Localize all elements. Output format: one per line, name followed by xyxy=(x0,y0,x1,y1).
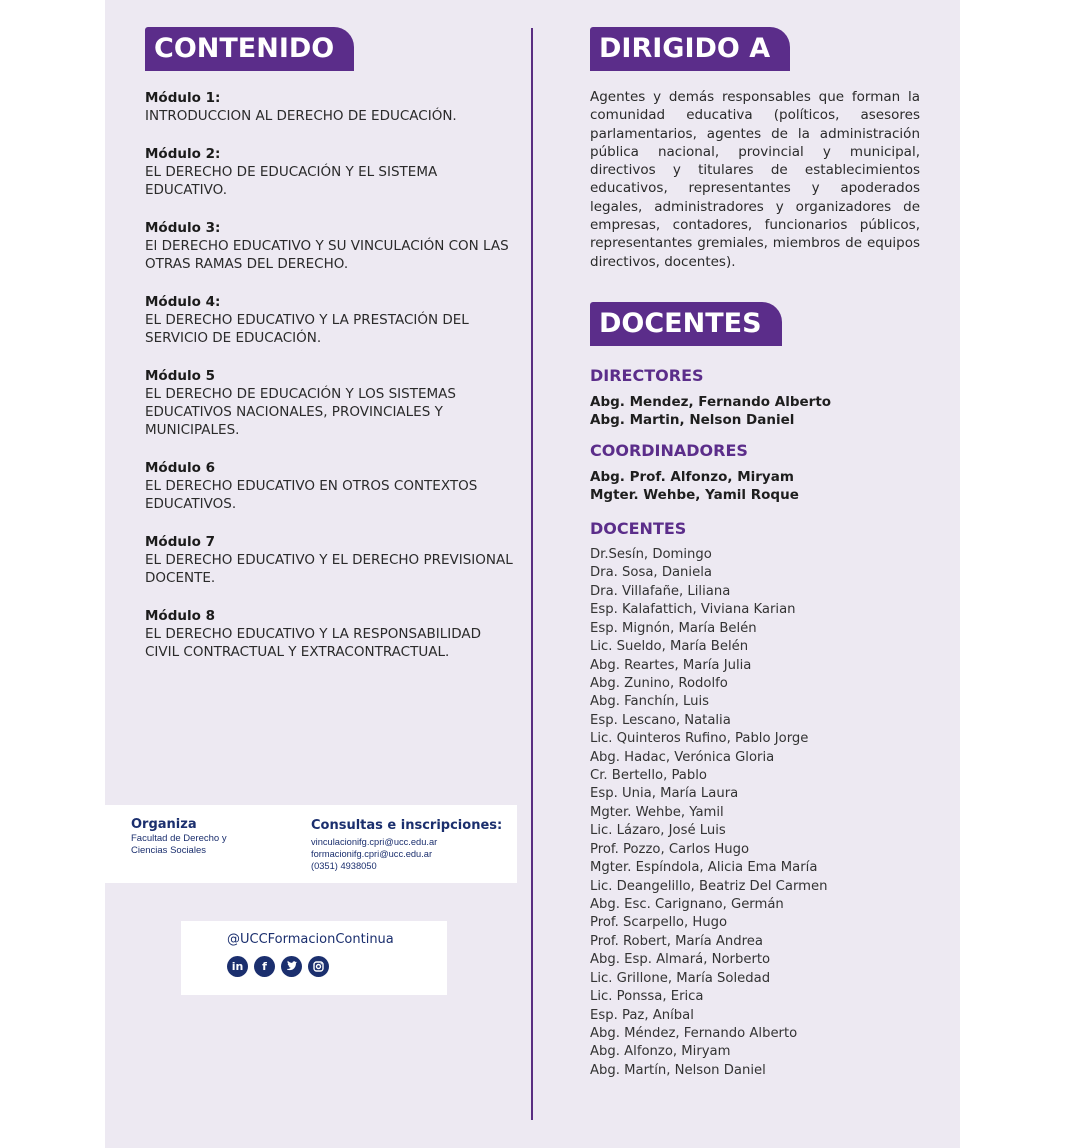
docente-name: Abg. Zunino, Rodolfo xyxy=(590,675,728,691)
module-description: EL DERECHO EDUCATIVO EN OTROS CONTEXTOS EDUCATIVOS. xyxy=(145,478,478,512)
dirigido-header: DIRIGIDO A xyxy=(590,27,790,71)
instagram-icon[interactable] xyxy=(308,956,329,977)
module-item xyxy=(145,608,515,661)
module-title: Módulo 3: xyxy=(145,220,221,236)
dirigido-description: Agentes y demás responsables que forman la comunidad educativa (políticos, asesores parlamentarios, agentes de la administración pública nacional, provincial y municipal, directivos y titulares de establecimientos educativos, representantes y apoderados legales, administradores y organizadores de empresas, contadores, funcionarios públicos, representantes gremiales, miembros de equipos directivos, docentes). xyxy=(590,89,920,270)
module-title: Módulo 6 xyxy=(145,460,215,476)
docente-name: Cr. Bertello, Pablo xyxy=(590,768,707,784)
organiza-line-1: Facultad de Derecho y xyxy=(131,833,227,844)
email-link-2[interactable]: formacionifg.cpri@ucc.edu.ar xyxy=(311,849,433,859)
module-title: Módulo 8 xyxy=(145,608,215,624)
contenido-header: CONTENIDO xyxy=(145,27,354,71)
director-name: Abg. Martin, Nelson Daniel xyxy=(590,412,795,429)
docente-name: Prof. Scarpello, Hugo xyxy=(590,915,728,931)
directores-list xyxy=(590,393,831,430)
module-item xyxy=(145,90,515,125)
module-item xyxy=(145,220,515,273)
module-item xyxy=(145,294,515,347)
coordinadores-heading: COORDINADORES xyxy=(590,441,748,460)
docentes-list xyxy=(590,546,827,1080)
docente-name: Abg. Fanchín, Luis xyxy=(590,694,709,710)
coordinadores-list xyxy=(590,468,799,505)
linkedin-icon[interactable]: in xyxy=(227,956,248,977)
module-item xyxy=(145,146,515,199)
docente-name: Esp. Mignón, María Belén xyxy=(590,620,757,636)
docente-name: Dra. Villafañe, Liliana xyxy=(590,583,731,599)
module-title: Módulo 4: xyxy=(145,294,221,310)
consultas-title: Consultas e inscripciones: xyxy=(311,818,503,833)
organiza-faculty xyxy=(131,833,281,857)
docente-name: Prof. Robert, María Andrea xyxy=(590,933,763,949)
docente-name: Mgter. Espíndola, Alicia Ema María xyxy=(590,860,818,876)
docente-name: Esp. Lescano, Natalia xyxy=(590,712,731,728)
module-description: EL DERECHO EDUCATIVO Y LA RESPONSABILIDAD CIVIL CONTRACTUAL Y EXTRACONTRACTUAL. xyxy=(145,626,482,660)
docentes-header: DOCENTES xyxy=(590,302,782,346)
docente-name: Prof. Pozzo, Carlos Hugo xyxy=(590,841,750,857)
email-link-1[interactable]: vinculacionifg.cpri@ucc.edu.ar xyxy=(311,837,438,847)
docente-name: Abg. Martín, Nelson Daniel xyxy=(590,1062,766,1078)
docente-name: Esp. Unia, María Laura xyxy=(590,786,739,802)
twitter-icon[interactable] xyxy=(281,956,302,977)
docente-name: Lic. Lázaro, José Luis xyxy=(590,823,726,839)
docente-name: Lic. Ponssa, Erica xyxy=(590,989,704,1005)
coordinador-name: Abg. Prof. Alfonzo, Miryam xyxy=(590,469,794,485)
module-description: INTRODUCCION AL DERECHO DE EDUCACIÓN. xyxy=(145,108,457,124)
module-title: Módulo 1: xyxy=(145,90,221,106)
phone-number: (0351) 4938050 xyxy=(311,861,377,871)
docente-name: Abg. Méndez, Fernando Alberto xyxy=(590,1025,798,1041)
docente-name: Lic. Quinteros Rufino, Pablo Jorge xyxy=(590,731,809,747)
module-item xyxy=(145,368,515,439)
module-description: EL DERECHO DE EDUCACIÓN Y EL SISTEMA EDUCATIVO. xyxy=(145,164,438,198)
docente-name: Dra. Sosa, Daniela xyxy=(590,565,712,581)
consultas-details xyxy=(311,836,437,872)
docente-name: Dr.Sesín, Domingo xyxy=(590,547,712,562)
social-handle[interactable]: @UCCFormacionContinua xyxy=(227,932,394,947)
social-box xyxy=(181,921,447,995)
module-title: Módulo 5 xyxy=(145,368,215,384)
docente-name: Abg. Reartes, María Julia xyxy=(590,657,752,673)
social-icons xyxy=(227,956,329,977)
organiza-line-2: Ciencias Sociales xyxy=(131,845,206,856)
docente-name: Esp. Paz, Aníbal xyxy=(590,1007,694,1023)
directores-heading: DIRECTORES xyxy=(590,366,704,385)
docente-name: Lic. Grillone, María Soledad xyxy=(590,970,771,986)
coordinador-name: Mgter. Wehbe, Yamil Roque xyxy=(590,487,799,504)
module-title: Módulo 7 xyxy=(145,534,215,550)
organiza-title: Organiza xyxy=(131,817,197,832)
module-description: EL DERECHO EDUCATIVO Y LA PRESTACIÓN DEL SERVICIO DE EDUCACIÓN. xyxy=(145,312,469,346)
facebook-icon[interactable]: f xyxy=(254,956,275,977)
column-divider xyxy=(531,28,533,1120)
director-name: Abg. Mendez, Fernando Alberto xyxy=(590,394,832,410)
docente-name: Abg. Esp. Almará, Norberto xyxy=(590,952,771,968)
module-title: Módulo 2: xyxy=(145,146,221,162)
docente-name: Abg. Alfonzo, Miryam xyxy=(590,1044,731,1060)
module-description: El DERECHO EDUCATIVO Y SU VINCULACIÓN CON LAS OTRAS RAMAS DEL DERECHO. xyxy=(145,238,509,272)
docente-name: Mgter. Wehbe, Yamil xyxy=(590,804,724,820)
module-description: EL DERECHO EDUCATIVO Y EL DERECHO PREVISIONAL DOCENTE. xyxy=(145,552,513,586)
contact-box xyxy=(105,805,517,883)
docente-name: Abg. Esc. Carignano, Germán xyxy=(590,897,784,913)
module-item xyxy=(145,460,515,513)
module-description: EL DERECHO DE EDUCACIÓN Y LOS SISTEMAS EDUCATIVOS NACIONALES, PROVINCIALES Y MUNICIPALES. xyxy=(145,386,456,438)
docente-name: Esp. Kalafattich, Viviana Karian xyxy=(590,602,796,618)
docente-name: Lic. Sueldo, María Belén xyxy=(590,639,749,655)
docente-name: Abg. Hadac, Verónica Gloria xyxy=(590,749,775,765)
module-item xyxy=(145,534,515,587)
docentes-heading: DOCENTES xyxy=(590,519,687,538)
modules-list xyxy=(145,90,515,682)
docente-name: Lic. Deangelillo, Beatriz Del Carmen xyxy=(590,878,828,894)
